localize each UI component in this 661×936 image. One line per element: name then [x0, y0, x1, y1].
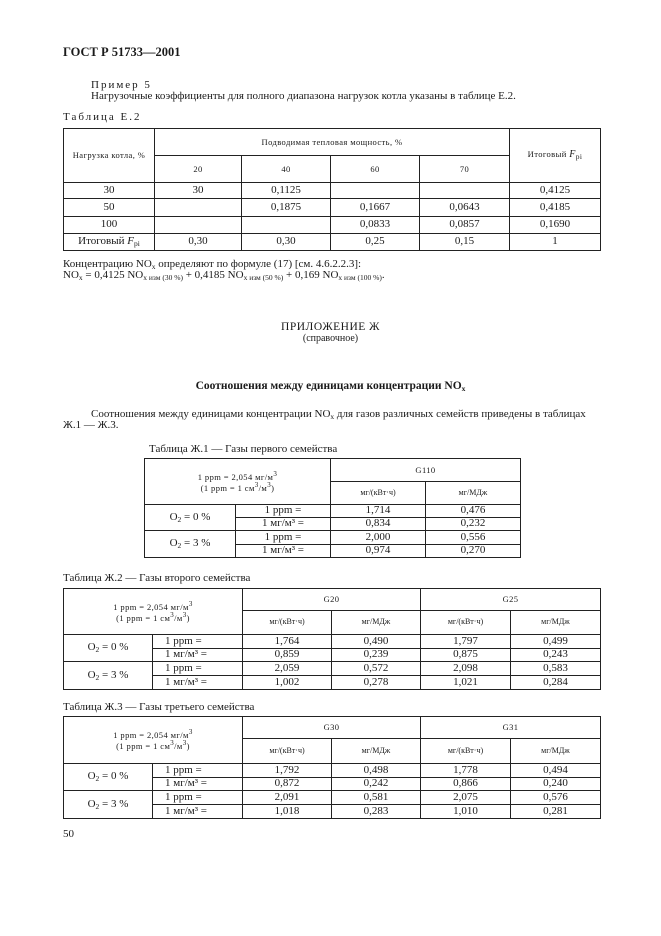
cell: 0,283	[332, 805, 421, 819]
cell: 1,021	[421, 676, 511, 690]
table-row	[64, 791, 601, 805]
cell: 0,583	[511, 662, 601, 676]
cell: 30	[155, 183, 242, 199]
cell: 2,091	[243, 791, 332, 805]
unit-mj: мг/МДж	[511, 739, 601, 764]
appendix-title: ПРИЛОЖЕНИЕ Ж	[281, 321, 380, 333]
cell	[242, 217, 331, 234]
cell: 2,000	[331, 531, 426, 545]
cell: 0,875	[421, 649, 511, 662]
table-zh2-label: Таблица Ж.2 — Газы второго семейства	[63, 572, 251, 584]
unit-mj: мг/МДж	[332, 739, 421, 764]
cell: 1,018	[243, 805, 332, 819]
table-row	[145, 531, 521, 545]
row-sublabel: 1 мг/м³ =	[236, 518, 331, 531]
row-label-o2-3: O2 = 3 %	[145, 531, 236, 558]
cell: 0,239	[332, 649, 421, 662]
cell: 0,1667	[331, 199, 420, 217]
table-row	[64, 183, 601, 199]
unit-mj: мг/МДж	[511, 611, 601, 635]
unit-kwh: мг/(кВт·ч)	[421, 739, 511, 764]
cell: 0,30	[155, 234, 242, 251]
cell: 100	[64, 217, 155, 234]
cell: 0,834	[331, 518, 426, 531]
table-e2	[63, 128, 601, 251]
cell: 0,242	[332, 778, 421, 791]
row-label-o2-0: O2 = 0 %	[145, 505, 236, 531]
gas-header-g110: G110	[331, 459, 521, 482]
conversion-header: 1 ppm = 2,054 $мг/м^3$ (1 ppm = 1 $см^3/м^3$)	[64, 589, 243, 635]
cell: 0,1125	[242, 183, 331, 199]
col-header-load: Нагрузка котла, %	[64, 129, 155, 183]
cell: 1,764	[243, 635, 332, 649]
gas-header-g25: G25	[421, 589, 601, 611]
cell: Итоговый Fpi	[64, 234, 155, 251]
cell: 0,281	[511, 805, 601, 819]
cell: 50	[64, 199, 155, 217]
cell: 0,30	[242, 234, 331, 251]
cell: 0,4185	[510, 199, 601, 217]
row-sublabel: 1 ppm =	[153, 662, 243, 676]
cell: 0,232	[426, 518, 521, 531]
cell: 0,1690	[510, 217, 601, 234]
power-col-60: 60	[331, 156, 420, 183]
cell	[155, 199, 242, 217]
unit-kwh: мг/(кВт·ч)	[331, 482, 426, 505]
formula-intro: Концентрацию NOx определяют по формуле (17) [см. 4.6.2.2.3]:	[63, 258, 362, 271]
cell: 1,002	[243, 676, 332, 690]
conversion-header: 1 ppm = 2,054 $мг/м^3$ (1 ppm = 1 $см^3/м^3$)	[145, 459, 331, 505]
table-zh2	[63, 588, 601, 690]
cell	[331, 183, 420, 199]
cell: 2,075	[421, 791, 511, 805]
row-label-o2-3: O2 = 3 %	[64, 662, 153, 690]
power-col-70: 70	[420, 156, 510, 183]
page-number: 50	[63, 828, 74, 840]
cell	[155, 217, 242, 234]
document-header: ГОСТ Р 51733—2001	[63, 45, 181, 59]
table-row	[64, 635, 601, 649]
cell: 1,778	[421, 764, 511, 778]
cell: 0,476	[426, 505, 521, 518]
example-text: Нагрузочные коэффициенты для полного диапазона нагрузок котла указаны в таблице Е.2.	[91, 90, 516, 102]
paragraph-line-2: Ж.1 — Ж.3.	[63, 419, 119, 431]
table-zh1	[144, 458, 521, 558]
cell: 0,0643	[420, 199, 510, 217]
row-sublabel: 1 ppm =	[153, 635, 243, 649]
unit-kwh: мг/(кВт·ч)	[421, 611, 511, 635]
cell: 1,797	[421, 635, 511, 649]
appendix-subtitle: (справочное)	[302, 333, 359, 344]
row-sublabel: 1 ppm =	[153, 764, 243, 778]
table-row-total	[64, 234, 601, 251]
cell: 0,872	[243, 778, 332, 791]
formula: NOx = 0,4125 NOx изм (30 %) + 0,4185 NOx изм (50 %) + 0,169 NOx изм (100 %).	[63, 269, 385, 282]
cell: 2,059	[243, 662, 332, 676]
example-label: Пример 5	[91, 79, 152, 91]
cell: 2,098	[421, 662, 511, 676]
row-label-o2-0: O2 = 0 %	[64, 764, 153, 791]
row-sublabel: 1 ppm =	[153, 791, 243, 805]
power-col-40: 40	[242, 156, 331, 183]
cell: 0,576	[511, 791, 601, 805]
col-header-total: Итоговый Fpi	[510, 129, 601, 183]
unit-mj: мг/МДж	[332, 611, 421, 635]
cell: 0,581	[332, 791, 421, 805]
cell: 0,4125	[510, 183, 601, 199]
cell: 0,572	[332, 662, 421, 676]
cell: 30	[64, 183, 155, 199]
cell: 0,859	[243, 649, 332, 662]
cell: 0,284	[511, 676, 601, 690]
cell: 0,243	[511, 649, 601, 662]
cell: 0,240	[511, 778, 601, 791]
table-zh3-label: Таблица Ж.3 — Газы третьего семейства	[63, 701, 255, 713]
unit-kwh: мг/(кВт·ч)	[243, 611, 332, 635]
cell: 0,556	[426, 531, 521, 545]
cell: 0,494	[511, 764, 601, 778]
cell: 0,278	[332, 676, 421, 690]
col-header-power: Подводимая тепловая мощность, %	[155, 129, 510, 156]
cell: 0,270	[426, 545, 521, 558]
row-sublabel: 1 мг/м³ =	[153, 805, 243, 819]
table-row	[64, 662, 601, 676]
cell: 0,866	[421, 778, 511, 791]
cell: 0,15	[420, 234, 510, 251]
cell: 0,974	[331, 545, 426, 558]
gas-header-g30: G30	[243, 717, 421, 739]
cell: 0,0833	[331, 217, 420, 234]
conversion-header: 1 ppm = 2,054 $мг/м^3$ (1 ppm = 1 $см^3/м^3$)	[64, 717, 243, 764]
cell: 0,25	[331, 234, 420, 251]
table-zh3	[63, 716, 601, 819]
cell: 0,0857	[420, 217, 510, 234]
cell: 0,499	[511, 635, 601, 649]
table-row	[64, 199, 601, 217]
table-row	[64, 764, 601, 778]
table-zh1-label: Таблица Ж.1 — Газы первого семейства	[149, 443, 338, 455]
cell	[420, 183, 510, 199]
cell: 0,498	[332, 764, 421, 778]
cell: 1	[510, 234, 601, 251]
row-label-o2-0: O2 = 0 %	[64, 635, 153, 662]
gas-header-g20: G20	[243, 589, 421, 611]
gas-header-g31: G31	[421, 717, 601, 739]
row-sublabel: 1 ppm =	[236, 505, 331, 518]
cell: 1,714	[331, 505, 426, 518]
row-sublabel: 1 мг/м³ =	[153, 778, 243, 791]
power-col-20: 20	[155, 156, 242, 183]
unit-mj: мг/МДж	[426, 482, 521, 505]
row-sublabel: 1 мг/м³ =	[236, 545, 331, 558]
row-sublabel: 1 мг/м³ =	[153, 676, 243, 690]
row-sublabel: 1 мг/м³ =	[153, 649, 243, 662]
cell: 0,490	[332, 635, 421, 649]
cell: 1,792	[243, 764, 332, 778]
table-row	[145, 505, 521, 518]
unit-kwh: мг/(кВт·ч)	[243, 739, 332, 764]
cell: 1,010	[421, 805, 511, 819]
table-row	[64, 217, 601, 234]
paragraph-line-1: Соотношения между единицами концентрации NOx для газов различных семейств приведены в таблицах	[91, 408, 586, 421]
row-label-o2-3: O2 = 3 %	[64, 791, 153, 819]
section-title: Соотношения между единицами концентрации NOx	[195, 380, 466, 393]
row-sublabel: 1 ppm =	[236, 531, 331, 545]
table-e2-label: Таблица Е.2	[63, 111, 142, 123]
cell: 0,1875	[242, 199, 331, 217]
